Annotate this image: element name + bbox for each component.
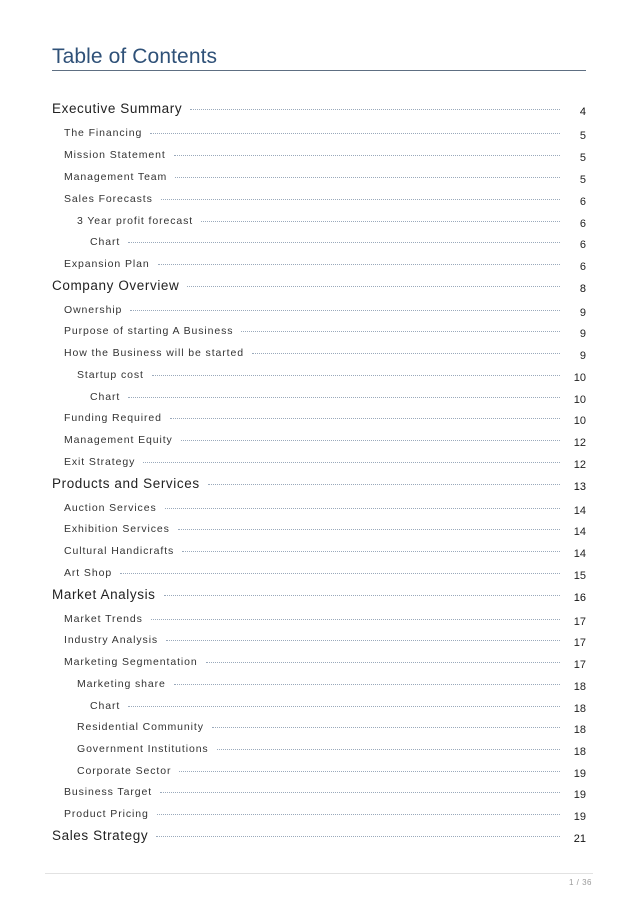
toc-entry-page: 18 — [573, 724, 586, 736]
toc-entry-label: Sales Forecasts — [64, 193, 153, 205]
toc-entry-page: 4 — [579, 106, 586, 118]
title-divider — [52, 70, 586, 71]
toc-entry-label: Mission Statement — [64, 149, 166, 161]
toc-entry-page: 5 — [579, 152, 586, 164]
toc-entry-label: Corporate Sector — [77, 765, 172, 777]
leader-dots — [150, 133, 560, 134]
toc-entry[interactable] — [52, 473, 586, 491]
toc-entry-label: Market Analysis — [52, 587, 156, 602]
leader-dots — [201, 221, 560, 222]
leader-dots — [182, 551, 560, 552]
toc-entry-label: Industry Analysis — [64, 634, 159, 646]
toc-entry-page: 18 — [573, 703, 586, 715]
page-indicator: 1 / 36 — [568, 878, 592, 887]
toc-entry-page: 6 — [579, 218, 586, 230]
toc-entry[interactable] — [52, 518, 586, 536]
toc-entry[interactable] — [52, 144, 586, 162]
leader-dots — [128, 242, 560, 243]
toc-entry-label: Auction Services — [64, 502, 157, 514]
toc-entry-label: Purpose of starting A Business — [64, 325, 234, 337]
leader-dots — [161, 199, 560, 200]
toc-entry[interactable] — [52, 695, 586, 713]
leader-dots — [143, 462, 560, 463]
leader-dots — [208, 484, 560, 485]
toc-entry[interactable] — [52, 584, 586, 602]
toc-entry[interactable] — [52, 364, 586, 382]
leader-dots — [178, 529, 560, 530]
toc-entry-label: Art Shop — [64, 567, 113, 579]
leader-dots — [187, 286, 560, 287]
toc-entry-label: Chart — [90, 700, 121, 712]
leader-dots — [217, 749, 560, 750]
leader-dots — [152, 375, 560, 376]
toc-entry-page: 9 — [579, 307, 586, 319]
toc-entry-page: 14 — [573, 526, 586, 538]
leader-dots — [158, 264, 560, 265]
leader-dots — [175, 177, 560, 178]
toc-entry-label: Company Overview — [52, 278, 180, 293]
leader-dots — [156, 836, 560, 837]
toc-entry[interactable] — [52, 825, 586, 843]
toc-entry-label: Products and Services — [52, 476, 200, 491]
toc-entry-page: 16 — [573, 592, 586, 604]
leader-dots — [241, 331, 560, 332]
toc-entry-page: 12 — [573, 437, 586, 449]
toc-entry-page: 6 — [579, 261, 586, 273]
toc-entry-label: Management Equity — [64, 434, 173, 446]
toc-entry-page: 5 — [579, 174, 586, 186]
page-title: Table of Contents — [52, 45, 218, 68]
leader-dots — [151, 619, 560, 620]
toc-entry-label: Marketing Segmentation — [64, 656, 198, 668]
leader-dots — [190, 109, 560, 110]
leader-dots — [181, 440, 560, 441]
toc-entry-page: 21 — [573, 833, 586, 845]
toc-entry[interactable] — [52, 651, 586, 669]
toc-entry[interactable] — [52, 275, 586, 293]
toc-entry-page: 10 — [573, 394, 586, 406]
footer-divider — [45, 873, 593, 874]
toc-entry[interactable] — [52, 386, 586, 404]
toc-entry[interactable] — [52, 166, 586, 184]
toc-entry[interactable] — [52, 320, 586, 338]
leader-dots — [128, 706, 560, 707]
toc-entry[interactable] — [52, 342, 586, 360]
toc-entry-page: 18 — [573, 681, 586, 693]
leader-dots — [166, 640, 560, 641]
toc-entry-label: Market Trends — [64, 613, 143, 625]
toc-entry[interactable] — [52, 540, 586, 558]
toc-entry[interactable] — [52, 803, 586, 821]
toc-entry-page: 17 — [573, 616, 586, 628]
toc-entry-label: Funding Required — [64, 412, 162, 424]
toc-entry-page: 9 — [579, 350, 586, 362]
toc-entry-label: Chart — [90, 236, 121, 248]
leader-dots — [252, 353, 560, 354]
toc-entry[interactable] — [52, 608, 586, 626]
leader-dots — [206, 662, 560, 663]
toc-entry[interactable] — [52, 98, 586, 116]
toc-entry[interactable] — [52, 188, 586, 206]
toc-entry-label: Expansion Plan — [64, 258, 150, 270]
toc-entry[interactable] — [52, 231, 586, 249]
toc-entry[interactable] — [52, 407, 586, 425]
leader-dots — [120, 573, 560, 574]
toc-entry-page: 9 — [579, 328, 586, 340]
toc-entry[interactable] — [52, 451, 586, 469]
toc-entry-label: Business Target — [64, 786, 153, 798]
toc-entry-label: Government Institutions — [77, 743, 209, 755]
toc-entry[interactable] — [52, 629, 586, 647]
toc-entry-page: 14 — [573, 548, 586, 560]
leader-dots — [174, 155, 560, 156]
toc-entry-label: Cultural Handicrafts — [64, 545, 175, 557]
toc-entry[interactable] — [52, 253, 586, 271]
toc-entry-page: 10 — [573, 415, 586, 427]
leader-dots — [165, 508, 560, 509]
leader-dots — [130, 310, 560, 311]
toc-entry-page: 19 — [573, 768, 586, 780]
toc-entry-page: 19 — [573, 811, 586, 823]
leader-dots — [212, 727, 560, 728]
toc-entry[interactable] — [52, 738, 586, 756]
toc-entry-page: 17 — [573, 659, 586, 671]
toc-entry[interactable] — [52, 299, 586, 317]
leader-dots — [160, 792, 560, 793]
toc-entry-label: Marketing share — [77, 678, 166, 690]
toc-entry-label: Product Pricing — [64, 808, 149, 820]
toc-entry[interactable] — [52, 716, 586, 734]
leader-dots — [157, 814, 560, 815]
toc-entry-label: Residential Community — [77, 721, 204, 733]
toc-entry-label: 3 Year profit forecast — [77, 215, 194, 227]
toc-entry-label: Chart — [90, 391, 121, 403]
toc-entry[interactable] — [52, 429, 586, 447]
toc-entry-page: 5 — [579, 130, 586, 142]
toc-entry-page: 17 — [573, 637, 586, 649]
toc-entry-page: 6 — [579, 196, 586, 208]
leader-dots — [179, 771, 560, 772]
leader-dots — [164, 595, 560, 596]
leader-dots — [170, 418, 560, 419]
toc-entry-page: 12 — [573, 459, 586, 471]
leader-dots — [174, 684, 560, 685]
toc-entry[interactable] — [52, 562, 586, 580]
toc-entry[interactable] — [52, 781, 586, 799]
toc-entry-page: 6 — [579, 239, 586, 251]
toc-entry-label: Exit Strategy — [64, 456, 136, 468]
toc-entry-page: 8 — [579, 283, 586, 295]
toc-entry-label: Ownership — [64, 304, 123, 316]
toc-entry-page: 10 — [573, 372, 586, 384]
toc-entry-page: 13 — [573, 481, 586, 493]
toc-entry[interactable] — [52, 122, 586, 140]
toc-entry-page: 18 — [573, 746, 586, 758]
toc-entry-label: Startup cost — [77, 369, 144, 381]
toc-entry-page: 15 — [573, 570, 586, 582]
toc-entry[interactable] — [52, 673, 586, 691]
toc-entry-label: How the Business will be started — [64, 347, 244, 359]
toc-entry[interactable] — [52, 210, 586, 228]
toc-entry-label: Sales Strategy — [52, 828, 149, 843]
toc-entry-label: The Financing — [64, 127, 143, 139]
toc-entry-page: 14 — [573, 505, 586, 517]
leader-dots — [128, 397, 560, 398]
toc-entry[interactable] — [52, 760, 586, 778]
toc-entry[interactable] — [52, 497, 586, 515]
toc-entry-label: Exhibition Services — [64, 523, 170, 535]
toc-entry-page: 19 — [573, 789, 586, 801]
toc-entry-label: Management Team — [64, 171, 168, 183]
toc-entry-label: Executive Summary — [52, 101, 183, 116]
